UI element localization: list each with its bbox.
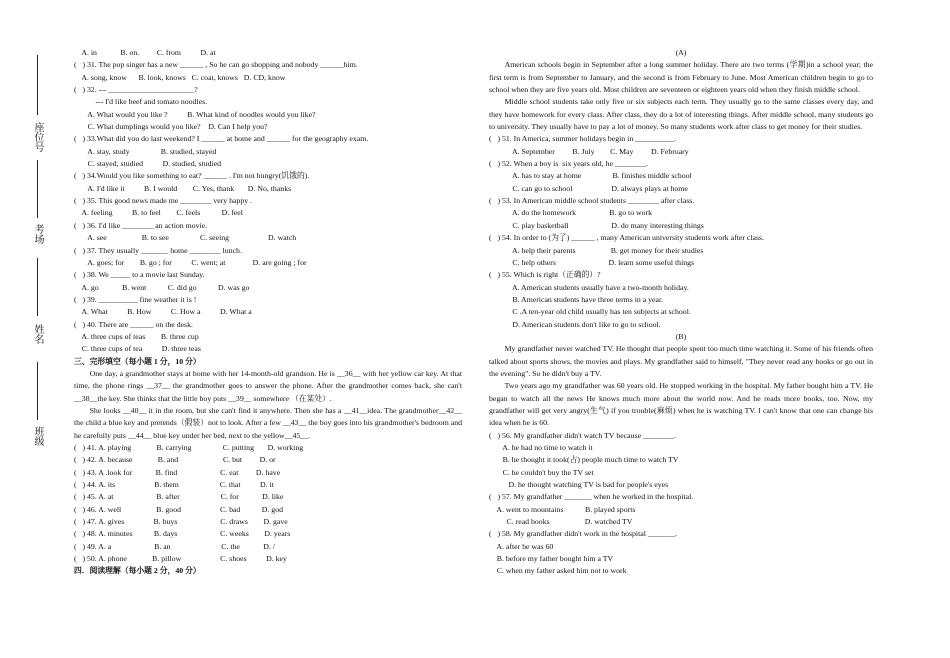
question-line: ( ) 53. In American middle school students ________ after class. — [489, 196, 695, 206]
section-3-title: 三、完形填空（每小题 1 分，10 分） — [74, 356, 201, 366]
passage-b-paragraph-1: My grandfather never watched TV. He thought that people spent too much time watching it. Some of his friends often talked about sports shows, the movies and plays. My grandfather said to himself, "They never read any books or go out in the evening". So he didn't buy a TV. — [489, 344, 873, 378]
question-line: A. in B. on. C. from D. at — [74, 48, 216, 57]
question-line: ( ) 58. My grandfather didn't work in the hospital _______. — [489, 529, 678, 539]
question-line: B. before my father bought him a TV — [489, 554, 614, 564]
cloze-choice-line: ( ) 42. A. because B. and C. but D. or — [74, 455, 276, 465]
name-label: 姓名 — [32, 324, 43, 344]
question-line: D. he thought watching TV is bad for people's eyes — [489, 480, 669, 490]
seat-number-label: 座位号 — [32, 122, 43, 152]
exam-room-line — [37, 160, 38, 218]
question-line: C. he couldn't buy the TV set — [489, 467, 594, 477]
question-line: C. play basketball D. do many interesting things — [489, 220, 704, 230]
cloze-choice-line: ( ) 46. A. well B. good C. bad D. god — [74, 504, 283, 514]
cloze-paragraph-1: One day, a grandmother stays at home with her 14-month-old grandson. He is __36__ with her yellow car key. At that time, the phone rings __37__ the grandmother goes to answer the phone. After the grandmother comes back, she can't __38__the key. She thinks that the little boy puts __39__ somewhere （在某处）. — [74, 368, 462, 403]
passage-b-heading: (B) — [675, 331, 687, 341]
question-line: C. when my father asked him not to work — [489, 566, 627, 576]
question-line: ( ) 35. This good news made me ________ very happy . — [74, 196, 253, 206]
question-line: A. do the homework B. go to work — [489, 208, 653, 218]
question-line: A. song, know B. look, knows C. coat, knows D. CD, know — [74, 72, 286, 82]
question-line: A. has to stay at home B. finishes middle school — [489, 171, 692, 181]
question-line: A. he had no time to watch it — [489, 443, 593, 452]
passage-a-paragraph-1: American schools begin in September after a long summer holiday. There are two terms (学期)in a school year; the first term is from September to January, and the second is from February to June. Most American children begin to go to school when they are five years old. Most children are seventeen or eighteen years old when they finish middle school. — [489, 60, 873, 95]
question-line: ( ) 39. __________ fine weather it is ! — [74, 294, 197, 304]
question-line: A. stay, study B. studied, stayed — [74, 146, 217, 156]
question-line: C. What dumplings would you like? D. Can I help you? — [74, 122, 268, 132]
cloze-choice-line: ( ) 41. A. playing B. carrying C. putting D. working — [74, 443, 304, 452]
grammar-questions — [74, 47, 462, 356]
question-line: D. American students don't like to go to school. — [489, 319, 661, 329]
question-line: A. help their parents B. get money for their studies — [489, 245, 704, 255]
question-line: ( ) 40. There are ______ on the desk. — [74, 319, 193, 329]
cloze-choice-line: ( ) 45. A. at B. after C. for D. like — [74, 492, 284, 502]
question-line: C. three cups of tea D. three teas — [74, 344, 201, 354]
question-line: A. I'd like it B. I would C. Yes, thank D. No, thanks — [74, 183, 292, 193]
cloze-choices — [74, 442, 462, 565]
question-line: A. What would you like ? B. What kind of noodles would you like? — [74, 109, 316, 119]
question-line: ( ) 54. In order to (为了) ______ , many American university students work after class. — [489, 233, 764, 243]
question-line: ( ) 38. We _____ to a movie last Sunday. — [74, 270, 205, 280]
section-4-title: 四．阅读理解（每小题 2 分，40 分） — [74, 566, 201, 576]
question-line: ( ) 55. Which is right（正确的）? — [489, 270, 601, 280]
question-line: B. American students have three terms in a year. — [489, 294, 664, 304]
cloze-choice-line: ( ) 44. A. its B. them C. that D. it — [74, 480, 274, 490]
cloze-paragraph-2: She looks __40__ it in the room, but she can't find it anywhere. Then she has a __41__idea. The grandmother__42__ the child a blue key and pretends（假装）not to look. After a few __43__ the boy goes into his grandmother's bedroom and he carefully puts __44__ blue key under her bed, next to the yellow__45__. — [74, 405, 462, 440]
class-line — [37, 362, 38, 420]
passage-a-heading: (A) — [675, 48, 687, 57]
question-line: A. What B. How C. How a D. What a — [74, 307, 252, 317]
question-line: C .A ten-year old child usually has ten subjects at school. — [489, 307, 691, 317]
cloze-choice-line: ( ) 47. A. gives B. buys C. draws D. gave — [74, 517, 288, 527]
question-line: ( ) 31. The pop singer has a new ______ , So he can go shopping and nobody ______him. — [74, 60, 358, 70]
question-line: A. American students usually have a two-month holiday. — [489, 282, 689, 292]
cloze-choice-line: ( ) 50. A. phone B. pillow C. shoes D. key — [74, 554, 287, 564]
question-line: ( ) 37. They usually _______ home ________ lunch. — [74, 245, 242, 255]
exam-room-label: 考场 — [32, 224, 43, 244]
question-line: A. go B. went C. did go D. was go — [74, 282, 250, 292]
passage-a-paragraph-2: Middle school students take only five or six subjects each term. They usually go to the same classes every day, and they have homework for every class. After class, they do a lot of interesting things. After middle school, many students go to university. They usually have to pay a lot of money. So many students work after class to get money for their studies. — [489, 97, 873, 132]
question-line: A. feeling B. to feel C. feels D. feel — [74, 208, 243, 218]
left-column — [74, 47, 462, 578]
cloze-choice-line: ( ) 43. A .look for B. find C. eat D. have — [74, 467, 281, 477]
question-line: ( ) 32. --- ______________________? — [74, 85, 198, 95]
question-line: A. went to mountains B. played sports — [489, 504, 636, 514]
question-line: C. stayed, studied D. studied, studied — [74, 159, 222, 169]
cloze-choice-line: ( ) 48. A. minutes B. days C. weeks D. years — [74, 529, 291, 539]
question-line: C. read books D. watched TV — [489, 517, 633, 527]
question-line: A. goes; for B. go ; for C. went; at D. are going ; for — [74, 257, 307, 267]
passage-a-questions — [489, 133, 873, 331]
question-line: ( ) 36. I'd like ________ an action movie. — [74, 220, 208, 230]
passage-b-questions — [489, 430, 873, 578]
question-line: B. he thought it took(占) people much time to watch TV — [489, 455, 679, 465]
binding-margin — [0, 0, 62, 658]
question-line: --- I'd like beef and tomato noodles. — [74, 97, 208, 107]
class-label: 班级 — [32, 426, 43, 446]
question-line: C. can go to school D. always plays at home — [489, 183, 688, 193]
question-line: ( ) 33.What did you do last weekend? I ______ at home and ______ for the geography exam. — [74, 134, 369, 144]
question-line: ( ) 34.Would you like something to eat? ______ . I'm not hungry(饥饿的). — [74, 171, 310, 181]
seat-number-line — [37, 55, 38, 115]
question-line: ( ) 51. In America, summer holidays begin in __________. — [489, 134, 677, 144]
question-line: ( ) 57. My grandfather _______ when he worked in the hospital. — [489, 492, 694, 502]
question-line: A. three cups of teas B. three cup — [74, 331, 199, 341]
name-line — [37, 258, 38, 316]
question-line: C. help others D. learn some useful things — [489, 257, 695, 267]
question-line: ( ) 52. When a boy is six years old, he ________. — [489, 159, 649, 169]
question-line: A. September B. July C. May D. February — [489, 146, 689, 156]
right-column — [489, 47, 873, 578]
question-line: ( ) 56. My grandfather didn't watch TV because ________. — [489, 430, 677, 440]
question-line: A. after he was 60 — [489, 541, 554, 551]
passage-b-paragraph-2: Two years ago my grandfather was 60 years old. He stopped working in the hospital. My father bought him a TV. He began to watch all the news He knows much more about the world now. And he reads more books, too. Now, my grandfather will get very angry(生气) if you trouble(麻烦) when he is watching TV. I can't know that one can change his idea when he is 60. — [489, 381, 873, 428]
cloze-choice-line: ( ) 49. A. a B. an C. the D. / — [74, 541, 275, 551]
question-line: A. see B. to see C. seeing D. watch — [74, 233, 297, 243]
